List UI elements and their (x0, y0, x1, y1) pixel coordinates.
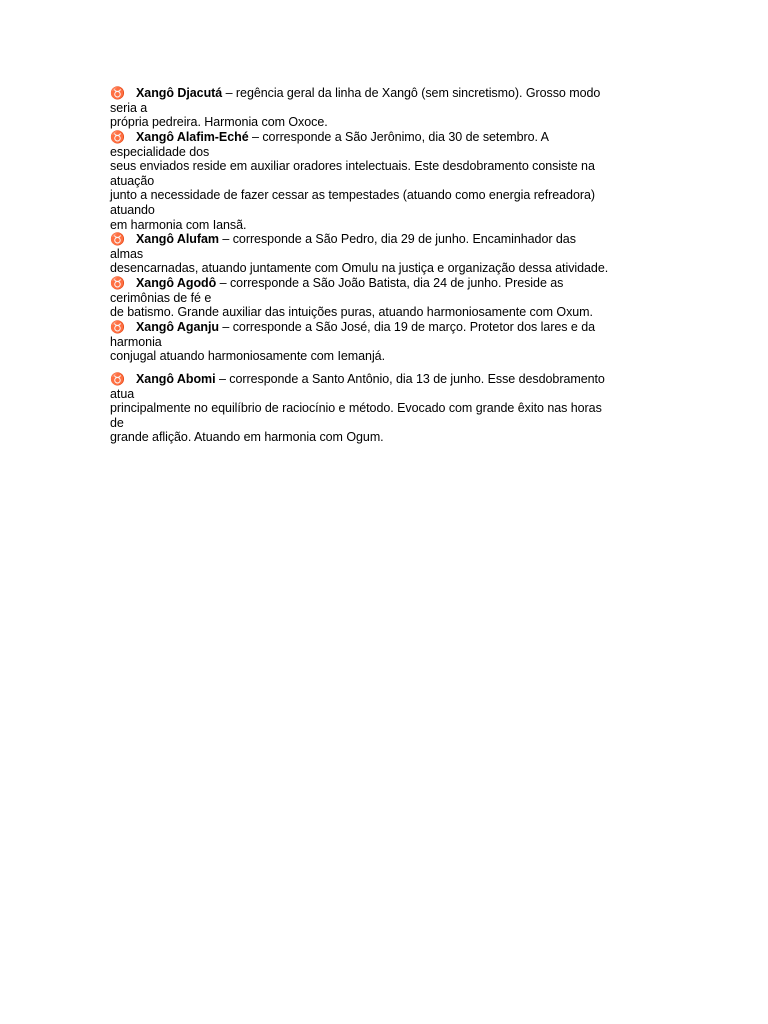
entry-line: almas (110, 246, 144, 261)
entry-text: – corresponde a São José, dia 19 de março. Protetor dos lares e da (218, 320, 596, 334)
entry-line: seus enviados reside em auxiliar oradores intelectuais. Este desdobramento consiste na (110, 159, 595, 174)
entry-line: desencarnadas, atuando juntamente com Omulu na justiça e organização dessa atividade. (110, 261, 609, 276)
entry-text: – corresponde a São João Batista, dia 24 de junho. Preside as (216, 276, 564, 290)
entry-line: grande aflição. Atuando em harmonia com Ogum. (110, 430, 384, 445)
taurus-bullet-icon: ♉ (110, 130, 125, 144)
entry-line: principalmente no equilíbrio de raciocínio e método. Evocado com grande êxito nas horas (110, 401, 602, 416)
entry-name: Xangô Abomi (136, 372, 216, 386)
entry-line: junto a necessidade de fazer cessar as tempestades (atuando como energia refreadora) (110, 188, 595, 203)
entry-line: seria a (110, 100, 148, 115)
entry-line: cerimônias de fé e (110, 290, 212, 305)
entry-xango-agodo (110, 276, 670, 320)
entry-line: atua (110, 386, 135, 401)
entry-xango-alafim-eche (110, 130, 670, 232)
entry-name: Xangô Aganju (136, 320, 219, 334)
entry-first-line (110, 320, 670, 335)
entry-line: especialidade dos (110, 144, 210, 159)
entry-xango-alufam (110, 232, 670, 276)
entry-first-line (110, 276, 670, 291)
entry-xango-abomi (110, 372, 670, 445)
entry-name: Xangô Alufam (136, 232, 219, 246)
taurus-bullet-icon: ♉ (110, 320, 125, 334)
taurus-bullet-icon: ♉ (110, 86, 125, 100)
entry-text: – regência geral da linha de Xangô (sem sincretismo). Grosso modo (222, 86, 601, 100)
entry-text: – corresponde a São Jerônimo, dia 30 de setembro. A (248, 130, 549, 144)
entry-name: Xangô Agodô (136, 276, 217, 290)
taurus-bullet-icon: ♉ (110, 232, 125, 246)
entry-first-line (110, 232, 670, 247)
taurus-bullet-icon: ♉ (110, 372, 125, 386)
entry-line: de batismo. Grande auxiliar das intuições puras, atuando harmoniosamente com Oxum. (110, 305, 593, 320)
entry-text: – corresponde a São Pedro, dia 29 de junho. Encaminhador das (218, 232, 576, 246)
entry-line: de (110, 415, 124, 430)
entry-name: Xangô Alafim-Eché (136, 130, 249, 144)
entry-first-line (110, 86, 670, 101)
entry-first-line (110, 130, 670, 145)
entry-line: própria pedreira. Harmonia com Oxoce. (110, 115, 328, 130)
entry-line: atuação (110, 173, 155, 188)
entry-line: conjugal atuando harmoniosamente com Iemanjá. (110, 349, 386, 364)
entry-name: Xangô Djacutá (136, 86, 223, 100)
entry-line: harmonia (110, 334, 162, 349)
entry-line: em harmonia com Iansã. (110, 217, 247, 232)
entry-first-line (110, 372, 670, 387)
entry-line: atuando (110, 202, 155, 217)
entry-text: – corresponde a Santo Antônio, dia 13 de junho. Esse desdobramento (215, 372, 605, 386)
entry-xango-aganju (110, 320, 670, 364)
entry-xango-djacuta (110, 86, 670, 130)
taurus-bullet-icon: ♉ (110, 276, 125, 290)
